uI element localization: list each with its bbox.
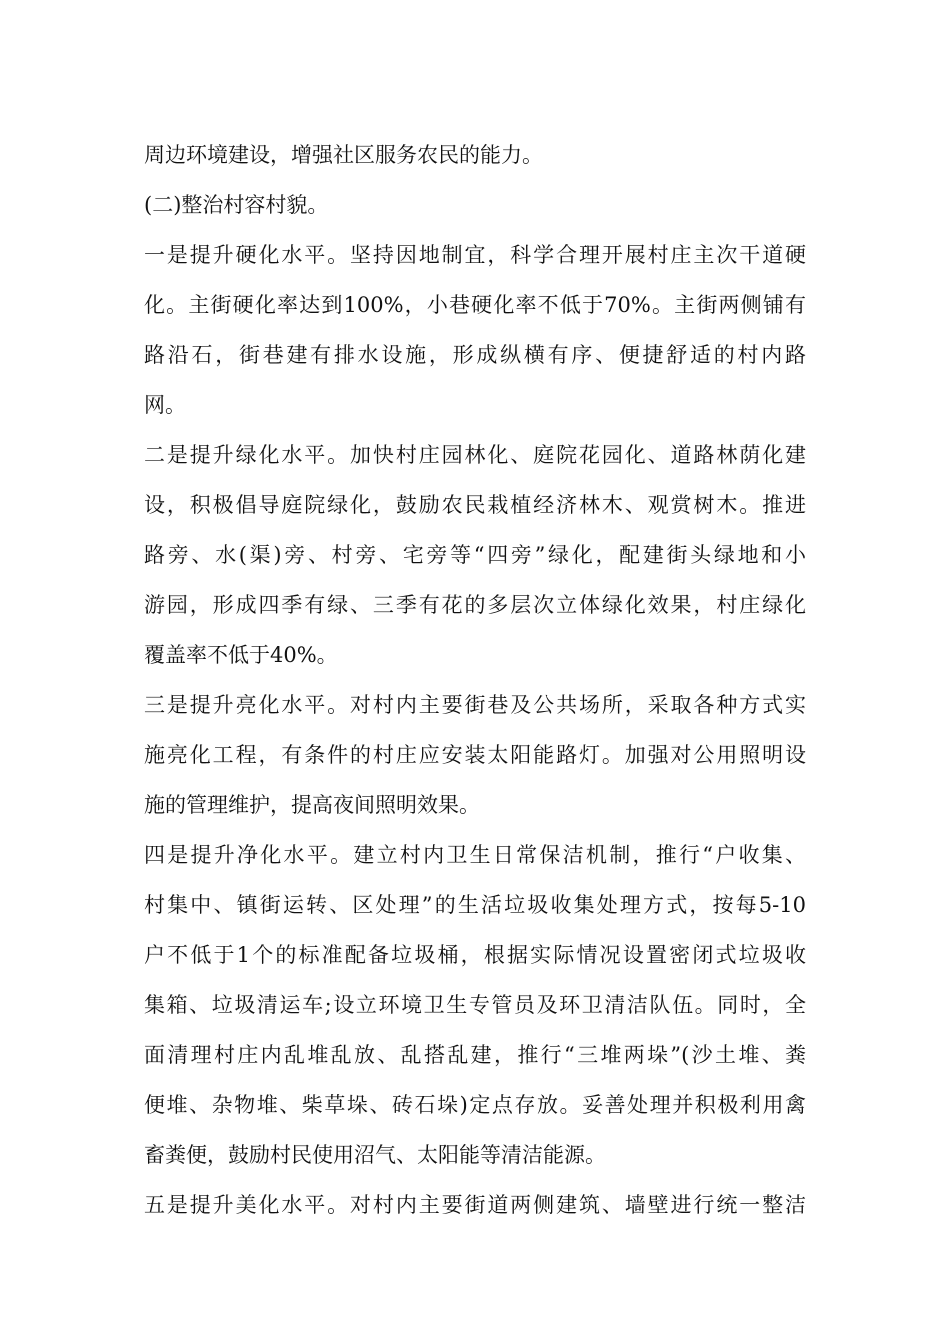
text-line: 便堆、杂物堆、柴草垛、砖石垛)定点存放。妥善处理并积极利用禽 xyxy=(144,1093,806,1117)
section-heading: (二)整治村容村貌。 xyxy=(144,193,329,217)
text-line: 四是提升净化水平。建立村内卫生日常保洁机制，推行“户收集、 xyxy=(144,843,806,867)
text-line: 网。 xyxy=(144,393,186,417)
text-line: 畜粪便，鼓励村民使用沼气、太阳能等清洁能源。 xyxy=(144,1143,606,1167)
text-line: 户不低于1个的标准配备垃圾桶，根据实际情况设置密闭式垃圾收 xyxy=(144,943,806,967)
text-line: 五是提升美化水平。对村内主要街道两侧建筑、墙壁进行统一整洁 xyxy=(144,1193,806,1217)
text-line: 村集中、镇街运转、区处理”的生活垃圾收集处理方式，按每5-10 xyxy=(144,893,806,917)
text-line: 路沿石，街巷建有排水设施，形成纵横有序、便捷舒适的村内路 xyxy=(144,343,806,367)
text-line: 施亮化工程，有条件的村庄应安装太阳能路灯。加强对公用照明设 xyxy=(144,743,806,767)
text-line: 施的管理维护，提高夜间照明效果。 xyxy=(144,793,480,817)
document-body xyxy=(144,130,806,1230)
text-line: 游园，形成四季有绿、三季有花的多层次立体绿化效果，村庄绿化 xyxy=(144,593,806,617)
text-line: 路旁、水(渠)旁、村旁、宅旁等“四旁”绿化，配建街头绿地和小 xyxy=(144,543,806,567)
text-line: 面清理村庄内乱堆乱放、乱搭乱建，推行“三堆两垛”(沙土堆、粪 xyxy=(144,1043,806,1067)
text-line: 三是提升亮化水平。对村内主要街巷及公共场所，采取各种方式实 xyxy=(144,693,806,717)
text-line: 周边环境建设，增强社区服务农民的能力。 xyxy=(144,143,543,167)
text-line: 集箱、垃圾清运车;设立环境卫生专管员及环卫清洁队伍。同时，全 xyxy=(144,993,806,1017)
text-line: 化。主街硬化率达到100%，小巷硬化率不低于70%。主街两侧铺有 xyxy=(144,293,806,317)
text-line: 设，积极倡导庭院绿化，鼓励农民栽植经济林木、观赏树木。推进 xyxy=(144,493,806,517)
text-line: 一是提升硬化水平。坚持因地制宜，科学合理开展村庄主次干道硬 xyxy=(144,243,806,267)
text-line: 二是提升绿化水平。加快村庄园林化、庭院花园化、道路林荫化建 xyxy=(144,443,806,467)
text-line: 覆盖率不低于40%。 xyxy=(144,643,338,667)
